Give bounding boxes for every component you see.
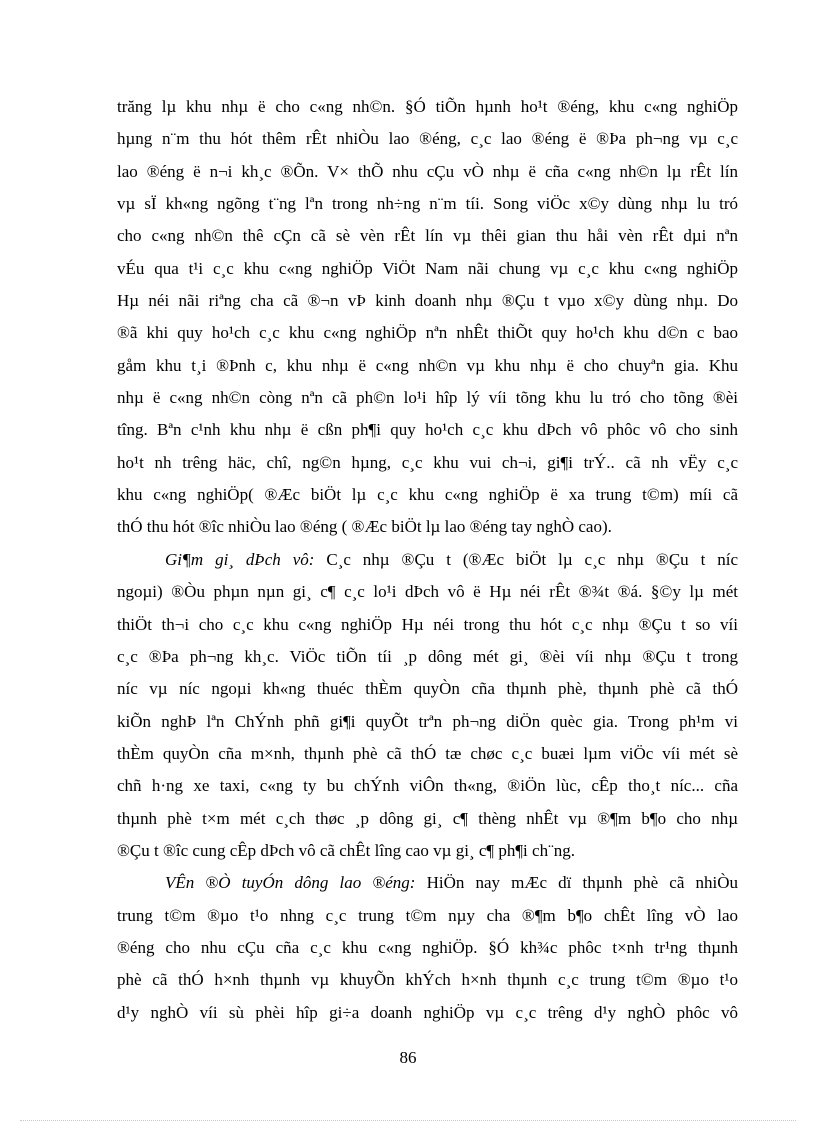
paragraph-heading: Gi¶m gi¸ dÞch vô: (165, 549, 315, 569)
text-line: chñ h·ng xe taxi, c«ng ty bu chÝnh viÔn th«ng, ®iÖn lùc, cÊp tho¸t níc... cña (117, 776, 738, 796)
text-run: C¸c nhµ ®Çu t (®Æc biÖt lµ c¸c nhµ ®Çu t níc (314, 549, 738, 569)
text-line-lead (117, 867, 738, 899)
text-line: khu c«ng nghiÖp( ®Æc biÖt lµ c¸c khu c«ng nghiÖp ë xa trung t©m) míi cã (117, 485, 738, 505)
text-line: trung t©m ®µo t¹o nhng c¸c trung t©m nµy cha ®¶m b¶o chÊt lîng vÒ lao (117, 905, 738, 925)
text-line: phè cã thÓ h×nh thµnh vµ khuyÕn khÝch h×nh thµnh c¸c trung t©m ®µo t¹o (117, 970, 738, 990)
body-text (117, 91, 738, 1029)
page-bottom-divider (20, 1120, 796, 1121)
text-line: d¹y nghÒ víi sù phèi hîp gi÷a doanh nghiÖp vµ c¸c trêng d¹y nghÒ phôc vô (117, 1002, 738, 1022)
text-line: c¸c ®Þa ph¬ng kh¸c. ViÖc tiÕn tíi ¸p dông mét gi¸ ®èi víi nhµ ®Çu t trong (117, 646, 738, 666)
text-line: lao ®éng ë n¬i kh¸c ®Õn. V× thÕ nhu cÇu vÒ nhµ ë cña c«ng nh©n lµ rÊt lín (117, 161, 738, 181)
text-line: kiÕn nghÞ lªn ChÝnh phñ gi¶i quyÕt trªn ph¬ng diÖn quèc gia. Trong ph¹m vi (117, 711, 738, 731)
text-line: ngoµi) ®Òu phµn nµn gi¸ c¶ c¸c lo¹i dÞch vô ë Hµ néi rÊt ®¾t ®á. §©y lµ mét (117, 582, 738, 602)
text-line: ®ã khi quy ho¹ch c¸c khu c«ng nghiÖp nªn nhÊt thiÕt quy ho¹ch khu d©n c bao (117, 323, 738, 343)
text-line: thÓ thu hót ®îc nhiÒu lao ®éng ( ®Æc biÖt lµ lao ®éng tay nghÒ cao). (117, 517, 612, 537)
text-line: vÉu qua t¹i c¸c khu c«ng nghiÖp ViÖt Nam nãi chung vµ c¸c khu c«ng nghiÖp (117, 258, 738, 278)
paragraph-service-prices (117, 544, 738, 867)
text-line: hµng n¨m thu hót thêm rÊt nhiÒu lao ®éng, c¸c lao ®éng ë ®Þa ph¬ng vµ c¸c (117, 129, 738, 149)
text-line: ho¹t nh trêng häc, chî, ng©n hµng, c¸c khu vui ch¬i, gi¶i trÝ.. cã nh vËy c¸c (117, 452, 738, 472)
text-line: níc vµ níc ngoµi kh«ng thuéc thÈm quyÒn cña thµnh phè, thµnh phè cã thÓ (117, 679, 738, 699)
text-line: ®Çu t ®îc cung cÊp dÞch vô cã chÊt lîng cao vµ gi¸ c¶ ph¶i ch¨ng. (117, 840, 575, 860)
page-number: 86 (399, 1048, 417, 1067)
text-line: cho c«ng nh©n thê cÇn cã sè vèn rÊt lín vµ thêi gian thu håi vèn rÊt dµi nªn (117, 226, 738, 246)
text-line: vµ sÏ kh«ng ngõng t¨ng lªn trong nh÷ng n¨m tíi. Song viÖc x©y dùng nhµ lu tró (117, 194, 738, 214)
paragraph-heading: VÊn ®Ò tuyÓn dông lao ®éng: (165, 873, 416, 893)
text-line: tîng. Bªn c¹nh khu nhµ ë cßn ph¶i quy ho¹ch c¸c khu dÞch vô phôc vô cho sinh (117, 420, 738, 440)
text-line: thÈm quyÒn cña m×nh, thµnh phè cã thÓ tæ chøc c¸c buæi lµm viÖc víi mét sè (117, 743, 738, 763)
text-run: HiÖn nay mÆc dï thµnh phè cã nhiÒu (415, 873, 738, 893)
text-line: trăng lµ khu nhµ ë cho c«ng nh©n. §Ó tiÕn hµnh ho¹t ®éng, khu c«ng nghiÖp (117, 97, 738, 116)
text-line-lead (117, 544, 738, 576)
text-line: thiÖt th¬i cho c¸c khu c«ng nghiÖp Hµ néi trong thu hót c¸c nhµ ®Çu t so víi (117, 614, 738, 634)
text-line: Hµ néi nãi riªng cha cã ®¬n vÞ kinh doanh nhµ ®Çu t vµo x©y dùng nhµ. Do (117, 291, 738, 311)
text-line: thµnh phè t×m mét c¸ch thøc ¸p dông gi¸ c¶ thèng nhÊt vµ ®¶m b¶o cho nhµ (117, 808, 738, 828)
text-line: gåm khu t¸i ®Þnh c, khu nhµ ë c«ng nh©n vµ khu nhµ ë cho chuyªn gia. Khu (117, 355, 738, 375)
paragraph-labor-recruitment (117, 867, 738, 1029)
paragraph-housing (117, 91, 738, 544)
text-line: ®éng cho nhu cÇu cña c¸c khu c«ng nghiÖp. §Ó kh¾c phôc t×nh tr¹ng thµnh (117, 937, 738, 957)
text-line: nhµ ë c«ng nh©n còng nªn cã ph©n lo¹i hîp lý víi tõng khu lu tró cho tõng ®èi (117, 388, 738, 408)
